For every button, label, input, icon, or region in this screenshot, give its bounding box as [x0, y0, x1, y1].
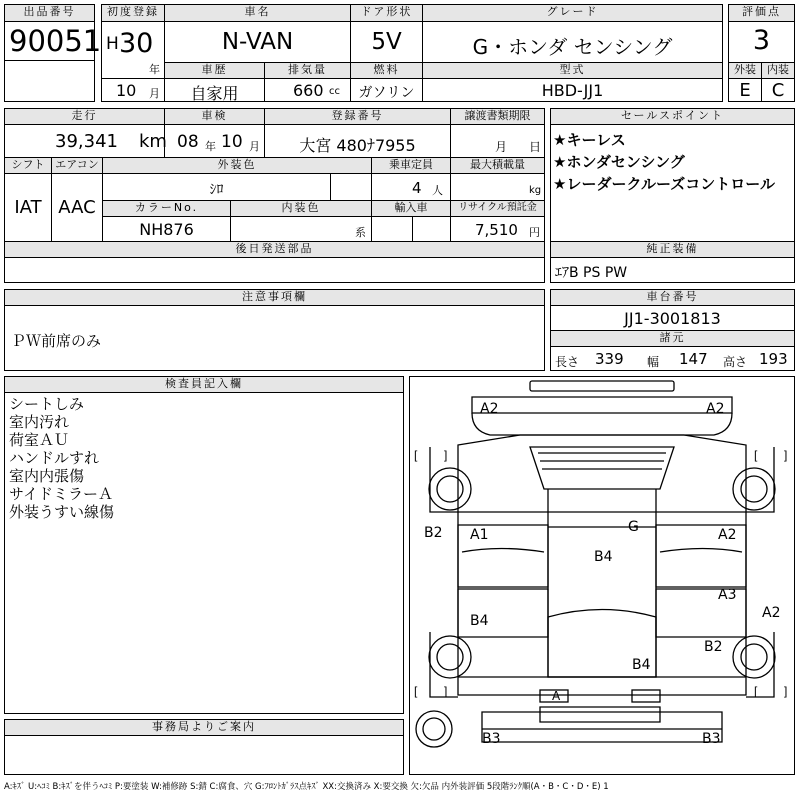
inspector-cell [4, 392, 404, 714]
inspector-note: シートしみ [9, 395, 85, 413]
width: 147 [679, 350, 708, 368]
door-cell [350, 21, 423, 63]
svg-text:[: [ [754, 448, 758, 462]
first-reg-header: 初度登録 [101, 4, 165, 22]
inspector-header: 検査員記入欄 [4, 376, 404, 393]
mark-left-rear-door: B4 [470, 613, 489, 629]
recycle-unit: 円 [529, 226, 540, 239]
car-diagram-svg [410, 377, 794, 774]
fuel-cell [350, 78, 423, 102]
aircon-cell [51, 173, 103, 242]
ext-color-header: 外装色 [102, 157, 372, 174]
transfer-doc-header: 譲渡書類期限 [450, 108, 545, 125]
first-reg-month-unit: 月 [149, 87, 160, 100]
lot-no-blank [4, 60, 95, 102]
height: 193 [759, 350, 788, 368]
width-label: 幅 [647, 355, 660, 369]
svg-text:[: [ [754, 684, 758, 698]
height-label: 高さ [723, 355, 748, 369]
mileage-header: 走行 [4, 108, 165, 125]
first-reg-month: 10 [116, 81, 137, 100]
inspector-note: 室内汚れ [9, 413, 70, 431]
model-name-header: 車名 [164, 4, 351, 22]
factory-opts: ｴｱB PS PW [555, 265, 628, 281]
svg-text:]: ] [444, 448, 448, 462]
max-load-header: 最大積載量 [450, 157, 545, 174]
inspector-note: ハンドルすれ [9, 449, 100, 467]
notes-text: ＰＷ前席のみ [11, 332, 102, 350]
shift-cell [4, 173, 52, 242]
mileage-unit: km [139, 131, 167, 152]
ext-color-extra [330, 173, 372, 201]
mark-left-front-door: A1 [470, 527, 489, 543]
shift-header: シフト [4, 157, 52, 174]
mark-front-left: A2 [480, 401, 499, 417]
first-reg-year-unit: 年 [149, 63, 160, 76]
grade-cell [422, 21, 723, 63]
recycle-fee: 7,510 [475, 221, 518, 239]
color-no: NH876 [139, 220, 194, 239]
first-reg-cell [101, 21, 165, 79]
history-header: 車歴 [164, 62, 265, 79]
door-type: 5V [371, 29, 402, 55]
factory-opts-header: 純正装備 [550, 241, 795, 258]
score-cell [728, 21, 795, 63]
grade-header: グレード [422, 4, 723, 22]
mark-rear-bumper-left: B3 [482, 731, 501, 747]
ext-grade-header: 外装 [728, 62, 762, 79]
sales-point-item: ★ホンダセンシング [553, 153, 685, 171]
grade: G・ホンダ センシング [472, 35, 673, 59]
length-label: 長さ [555, 355, 580, 369]
reg-no-header: 登録番号 [264, 108, 451, 125]
inspection-month: 10 [221, 132, 243, 152]
notes-header: 注意事項欄 [4, 289, 545, 306]
office-cell [4, 735, 404, 775]
shift: IAT [14, 197, 42, 218]
mark-left-fender: B2 [424, 525, 443, 541]
sales-point-item: ★キーレス [553, 131, 626, 149]
ext-color: ｼﾛ [209, 182, 224, 198]
recycle-header: リサイクル預託金 [450, 200, 545, 217]
sales-point-list [553, 129, 775, 195]
displacement: 660 [293, 81, 324, 100]
sales-point-cell [550, 124, 795, 242]
mark-right-quarter: A2 [762, 605, 781, 621]
mark-right-rear-door: A3 [718, 587, 737, 603]
lot-no-cell [4, 21, 102, 61]
chassis-no-header: 車台番号 [550, 289, 795, 306]
mileage: 39,341 [55, 131, 118, 152]
transfer-doc-month: 月 [495, 140, 508, 154]
model-code: HBD-JJ1 [541, 81, 604, 100]
inspection-cell [164, 124, 265, 158]
int-color-cell [230, 216, 372, 242]
factory-opts-cell [550, 257, 795, 283]
dims-header: 諸元 [550, 330, 795, 347]
sales-point-item: ★レーダークルーズコントロール [553, 175, 775, 193]
displacement-unit: cc [329, 86, 340, 97]
inspector-note: 外装うすい線傷 [9, 503, 115, 521]
mark-roof: B4 [594, 549, 613, 565]
ext-grade: E [739, 80, 751, 101]
ext-color-cell [102, 173, 331, 201]
inspection-year: 08 [177, 132, 199, 152]
capacity-cell [371, 173, 451, 201]
score: 3 [752, 25, 771, 56]
model-code-cell [422, 78, 723, 102]
later-parts-header: 後日発送部品 [4, 241, 545, 258]
legend-text: A:ｷｽﾞ U:ﾍｺﾐ B:ｷｽﾞを伴うﾍｺﾐ P:要塗装 W:補修跡 S:錆 C:腐食、穴 G:ﾌﾛﾝﾄｶﾞﾗｽ点ｷｽﾞ XX:交換済み X:要交換 欠:欠品 内外装評価 5段階ﾗﾝｸ順(A・B・C・D・E) 1 [4, 782, 609, 792]
lot-no-header: 出品番号 [4, 4, 95, 22]
svg-text:]: ] [444, 684, 448, 698]
inspector-list [9, 395, 114, 521]
later-parts-cell [4, 257, 545, 283]
inspector-note: 荷室ＡＵ [9, 431, 70, 449]
office-header: 事務局よりご案内 [4, 719, 404, 736]
dims-cell [550, 346, 795, 371]
mark-rear-lamp: A [552, 689, 561, 703]
inspector-note: 室内内張傷 [9, 467, 85, 485]
score-header: 評価点 [728, 4, 795, 22]
color-no-header: カラーNo. [102, 200, 231, 217]
history-cell [164, 78, 265, 102]
color-no-cell [102, 216, 231, 242]
chassis-no-cell [550, 305, 795, 331]
import-header: 輸入車 [371, 200, 451, 217]
fuel-header: 燃料 [350, 62, 423, 79]
capacity-unit: 人 [432, 184, 443, 197]
notes-cell [4, 305, 545, 371]
model-code-header: 型式 [422, 62, 723, 79]
int-color-header: 内装色 [230, 200, 372, 217]
displacement-header: 排気量 [264, 62, 351, 79]
lot-no: 90051 [9, 24, 102, 58]
mileage-cell [4, 124, 165, 158]
recycle-cell [450, 216, 545, 242]
max-load-cell [450, 173, 545, 201]
mark-front-right: A2 [706, 401, 725, 417]
ext-grade-cell [728, 78, 762, 102]
capacity: 4 [412, 179, 422, 197]
inspector-note: サイドミラーＡ [9, 485, 113, 503]
first-reg-year: 30 [119, 28, 154, 59]
transfer-doc-cell [450, 124, 545, 158]
max-load-unit: kg [529, 185, 542, 196]
mark-rear-bumper-right: B3 [702, 731, 721, 747]
model-name-cell [164, 21, 351, 63]
mark-rear-window: B4 [632, 657, 651, 673]
displacement-cell [264, 78, 351, 102]
svg-text:[: [ [414, 448, 418, 462]
sales-point-header: セールスポイント [550, 108, 795, 125]
door-header: ドア形状 [350, 4, 423, 22]
svg-text:]: ] [784, 448, 788, 462]
import-cell-b [412, 216, 451, 242]
int-grade: C [771, 80, 785, 101]
chassis-no: JJ1-3001813 [624, 309, 721, 328]
mark-right-rear: B2 [704, 639, 723, 655]
inspection-year-unit: 年 [205, 140, 216, 153]
capacity-header: 乗車定員 [371, 157, 451, 174]
import-cell-a [371, 216, 413, 242]
svg-text:]: ] [784, 684, 788, 698]
first-reg-month-cell [101, 78, 165, 102]
reg-no: 大宮 480ﾅ7955 [299, 136, 416, 155]
mark-right-front-door: A2 [718, 527, 737, 543]
svg-text:[: [ [414, 684, 418, 698]
aircon-header: エアコン [51, 157, 103, 174]
mark-windshield: G [628, 519, 639, 535]
int-grade-cell [761, 78, 795, 102]
damage-diagram [409, 376, 795, 775]
reg-no-cell [264, 124, 451, 158]
history: 自家用 [190, 84, 239, 103]
fuel: ガソリン [358, 85, 415, 101]
model-name: N-VAN [221, 29, 294, 55]
transfer-doc-day: 日 [529, 140, 542, 154]
int-grade-header: 内装 [761, 62, 795, 79]
inspection-header: 車検 [164, 108, 265, 125]
aircon: AAC [58, 197, 96, 218]
inspection-month-unit: 月 [249, 140, 260, 153]
length: 339 [595, 350, 624, 368]
first-reg-era: H [106, 34, 119, 54]
int-color-unit: 系 [355, 226, 366, 239]
